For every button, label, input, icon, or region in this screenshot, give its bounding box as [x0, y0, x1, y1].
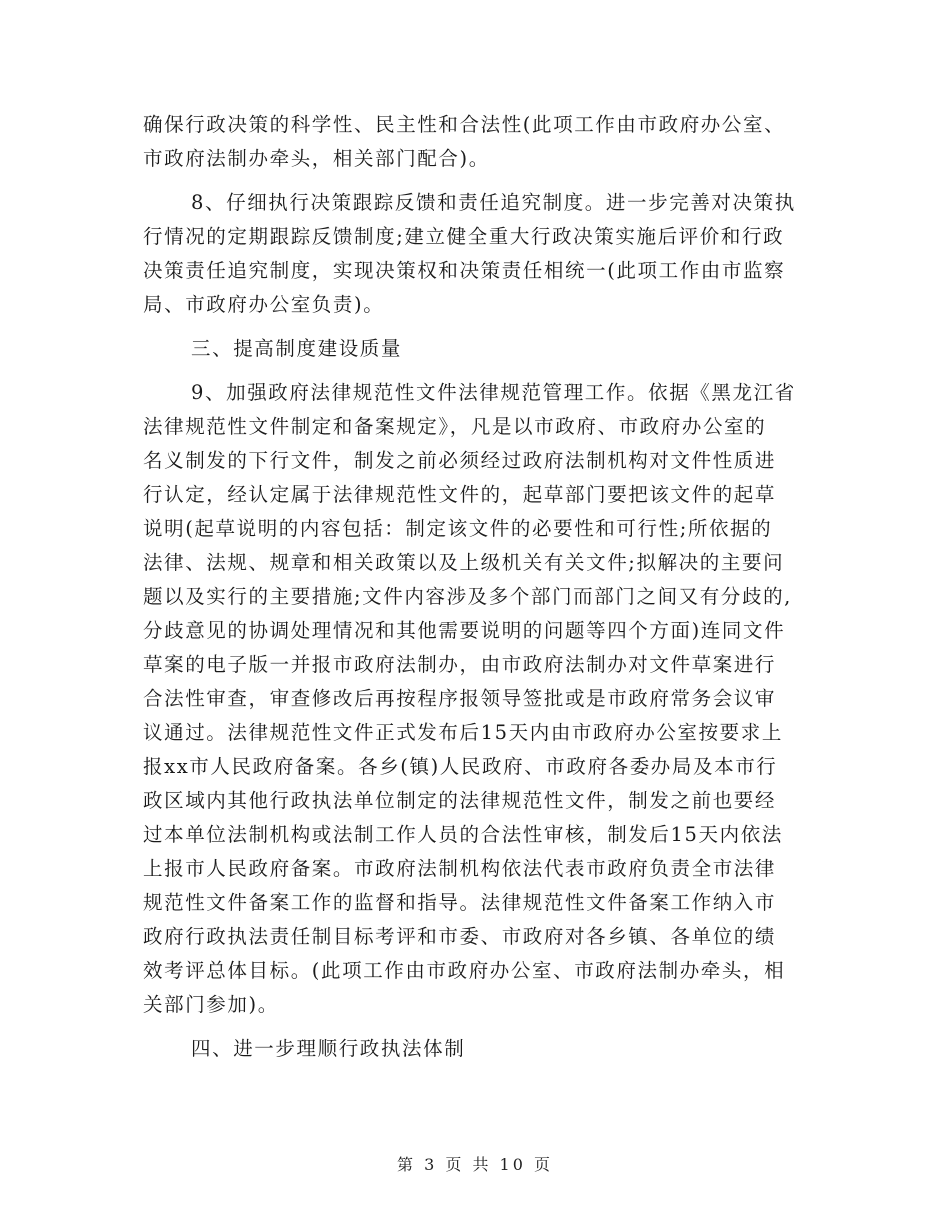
- text-line: 合法性审查，审查修改后再按程序报领导签批或是市政府常务会议审: [143, 687, 777, 710]
- text-line: 决策责任追究制度，实现决策权和决策责任相统一(此项工作由市监察: [143, 259, 786, 282]
- text-line: 分歧意见的协调处理情况和其他需要说明的问题等四个方面)连同文件: [143, 619, 786, 642]
- text-line: 规范性文件备案工作的监督和指导。法律规范性文件备案工作纳入市: [143, 891, 777, 914]
- section-heading: 四、进一步理顺行政执法体制: [191, 1037, 466, 1060]
- text-line: 局、市政府办公室负责)。: [143, 293, 385, 316]
- text-line: 关部门参加)。: [143, 993, 279, 1016]
- text-line: 行情况的定期跟踪反馈制度;建立健全重大行政决策实施后评价和行政: [143, 225, 785, 248]
- text-line: 议通过。法律规范性文件正式发布后15天内由市政府办公室按要求上: [143, 721, 783, 744]
- text-line: 确保行政决策的科学性、民主性和合法性(此项工作由市政府办公室、: [143, 113, 786, 136]
- text-line: 名义制发的下行文件，制发之前必须经过政府法制机构对文件性质进: [143, 449, 777, 472]
- text-line: 草案的电子版一并报市政府法制办，由市政府法制办对文件草案进行: [143, 653, 777, 676]
- text-line: 市政府法制办牵头，相关部门配合)。: [143, 147, 490, 170]
- text-line: 政府行政执法责任制目标考评和市委、市政府对各乡镇、各单位的绩: [143, 925, 777, 948]
- text-line: 8、仔细执行决策跟踪反馈和责任追究制度。进一步完善对决策执: [191, 191, 796, 214]
- text-line: 上报市人民政府备案。市政府法制机构依法代表市政府负责全市法律: [143, 857, 777, 880]
- text-line: 报xx市人民政府备案。各乡(镇)人民政府、市政府各委办局及本市行: [143, 755, 778, 778]
- section-heading: 三、提高制度建设质量: [191, 337, 403, 360]
- text-line: 行认定，经认定属于法律规范性文件的，起草部门要把该文件的起草: [143, 483, 777, 506]
- text-line: 题以及实行的主要措施;文件内容涉及多个部门而部门之间又有分歧的,: [143, 585, 792, 608]
- text-line: 政区域内其他行政执法单位制定的法律规范性文件，制发之前也要经: [143, 789, 777, 812]
- text-line: 说明(起草说明的内容包括：制定该文件的必要性和可行性;所依据的: [143, 517, 773, 540]
- text-line: 过本单位法制机构或法制工作人员的合法性审核，制发后15天内依法: [143, 823, 783, 846]
- text-line: 法律规范性文件制定和备案规定》，凡是以市政府、市政府办公室的: [143, 415, 767, 438]
- document-body: [143, 108, 811, 1066]
- text-line: 效考评总体目标。(此项工作由市政府办公室、市政府法制办牵头，相: [143, 959, 786, 982]
- page-footer: 第 3 页 共 10 页: [397, 1155, 553, 1174]
- text-line: 法律、法规、规章和相关政策以及上级机关有关文件;拟解决的主要问: [143, 551, 785, 574]
- text-line: 9、加强政府法律规范性文件法律规范管理工作。依据《黑龙江省: [191, 381, 796, 404]
